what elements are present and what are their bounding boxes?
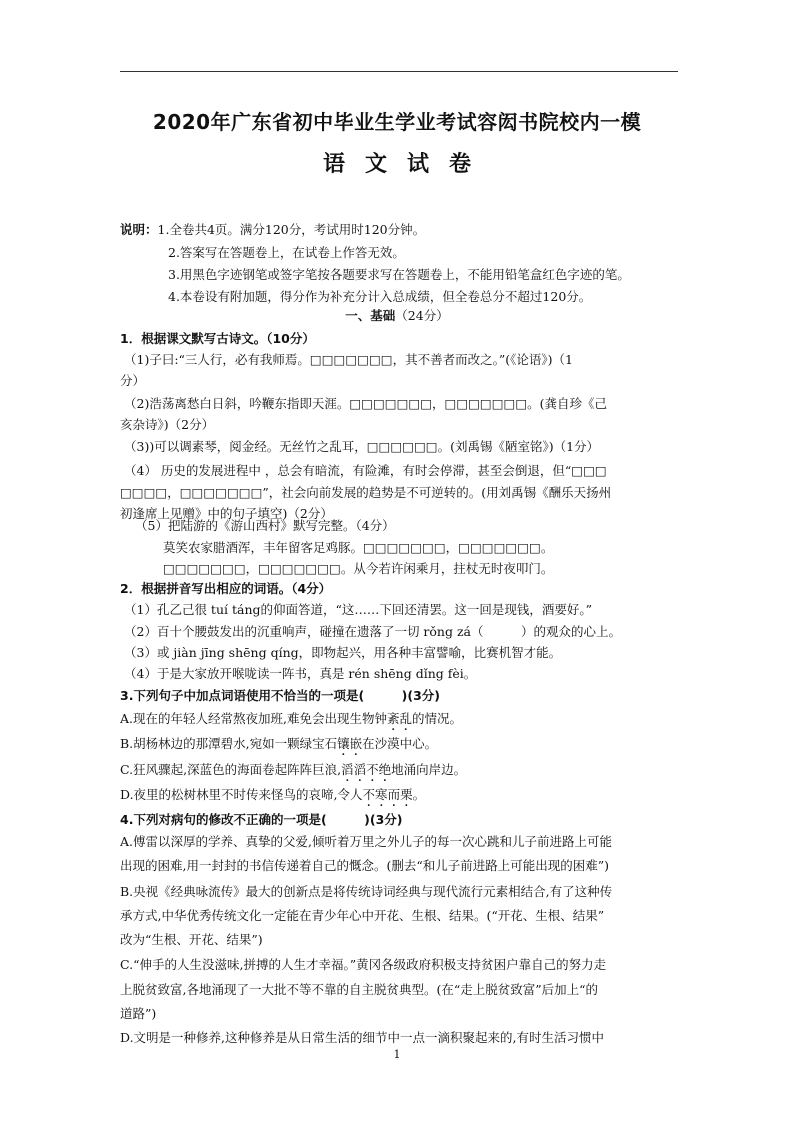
page-number: 1: [393, 1048, 401, 1061]
q4-line: 改为“生根、开花、结果”): [120, 932, 263, 947]
exam-subtitle: 语文试卷: [322, 152, 491, 177]
q1-line: 分）: [120, 373, 146, 388]
q3-option-b: B.胡杨林边的那潭碧水,宛如一颗绿宝石镶嵌在沙漠中心。: [120, 736, 438, 751]
q1-line: 初逢席上见赠》中的句子填空)（2分）: [120, 506, 333, 521]
instruction-item: 2.答案写在答题卷上，在试卷上作答无效。: [168, 245, 405, 260]
q1-line: （1)子曰:“三人行，必有我师焉。□□□□□□□，其不善者而改之。”(《论语》)（1: [124, 352, 573, 367]
question-3-title: 3.下列句子中加点词语使用不恰当的一项是( )(3分): [120, 688, 440, 703]
q1-line: 亥杂诗》)（2分）: [120, 417, 215, 432]
dotted-word: 紊乱: [386, 711, 413, 726]
q4-line: D.文明是一种修养,这种修养是从日常生活的细节中一点一滴积聚起来的,有时生活习惯中: [120, 1030, 604, 1045]
q1-line: （3))可以调素琴，阅金经。无丝竹之乱耳，□□□□□□。(刘禹锡《陋室铭》)（1分）: [124, 439, 600, 454]
q4-line: 承方式,中华优秀传统文化一定能在青少年心中开花、生根、结果。(“开花、生根、结果”: [120, 908, 605, 923]
q2-line: （4）于是大家放开喉咙读一阵书，真是 rén shēng dǐng fèi。: [124, 666, 477, 681]
instructions-line-1: [120, 220, 425, 240]
question-1-title: 1．根据课文默写古诗文。（10分）: [120, 331, 315, 346]
q4-line: 道路”): [120, 1006, 157, 1021]
q1-line: （5）把陆游的《游山西村》默写完整。（4分）: [135, 518, 395, 533]
q4-line: A.傅雷以深厚的学养、真挚的父爱,倾听着万里之外儿子的每一次心跳和儿子前进路上可能: [120, 834, 612, 849]
q1-line: （2)浩荡离愁白日斜，吟鞭东指即天涯。□□□□□□□，□□□□□□□。(龚自珍《己: [124, 396, 608, 411]
instruction-item: 1.全卷共4页。满分120分，考试用时120分钟。: [157, 222, 426, 237]
q1-poem-line: 莫笑农家腊酒浑，丰年留客足鸡豚。□□□□□□□，□□□□□□□。: [163, 540, 554, 555]
q1-line: （4） 历史的发展进程中 ，总会有暗流，有险滩，有时会停滞，甚至会倒退，但“□□□: [124, 463, 607, 478]
q3-option-d: D.夜里的松树林里不时传来怪鸟的哀啼,令人不寒而栗。: [120, 787, 426, 802]
q4-line: C.“伸手的人生没滋味,拼搏的人生才幸福。”黄冈各级政府积极支持贫困户靠自己的努力走: [120, 957, 607, 972]
q2-line: （1）孔乙己很 tuí táng的仰面答道，“这……下回还清罢。这一回是现钱，酒要好。”: [124, 602, 593, 617]
q2-line: （2）百十个腰鼓发出的沉重响声，碰撞在遗落了一切 rǒng zá（ ）的观众的心上。: [124, 624, 621, 639]
instructions-label: 说明：: [120, 222, 158, 237]
dotted-word: 不寒而栗: [362, 787, 413, 802]
q3-option-c: C.狂风骤起,深蓝色的海面卷起阵阵巨浪,滔滔不绝地涌向岸边。: [120, 762, 467, 777]
exam-title: 2020年广东省初中毕业生学业考试容闳书院校内一模: [152, 110, 642, 134]
q3-option-a: A.现在的年轻人经常熬夜加班,难免会出现生物钟紊乱的情况。: [120, 711, 463, 726]
question-2-title: 2．根据拼音写出相应的词语。（4分）: [120, 581, 332, 596]
top-rule: [120, 71, 678, 72]
q1-poem-line: □□□□□□□，□□□□□□□。从今若许闲乘月，拄杖无时夜叩门。: [163, 561, 554, 576]
q4-line: 出现的困难,用一封封的书信传递着自己的慨念。(删去“和儿子前进路上可能出现的困难”): [120, 858, 610, 873]
instruction-item: 3.用黑色字迹钢笔或签字笔按各题要求写在答题卷上，不能用铅笔盒红色字迹的笔。: [168, 267, 630, 282]
dotted-word: 镶嵌: [337, 736, 363, 751]
q1-line: □□□□，□□□□□□□”，社会向前发展的趋势是不可逆转的。(用刘禹锡《酬乐天扬州: [120, 485, 612, 500]
q4-line: 上脱贫致富,各地涌现了一大批不等不靠的自主脱贫典型。(在“走上脱贫致富”后加上“的: [120, 982, 599, 997]
section-heading: 一、基础（24分）: [345, 308, 449, 323]
dotted-word: 滔滔不绝: [341, 762, 392, 777]
q2-line: （3）或 jiàn jīng shēng qíng，即物起兴，用各种丰富譬喻，比赛机智才能。: [124, 645, 562, 660]
question-4-title: 4.下列对病句的修改不正确的一项是( )(3分): [120, 812, 403, 827]
q4-line: B.央视《经典咏流传》最大的创新点是将传统诗词经典与现代流行元素相结合,有了这种传: [120, 884, 613, 899]
instruction-item: 4.本卷设有附加题，得分作为补充分计入总成绩，但全卷总分不超过120分。: [168, 289, 592, 304]
